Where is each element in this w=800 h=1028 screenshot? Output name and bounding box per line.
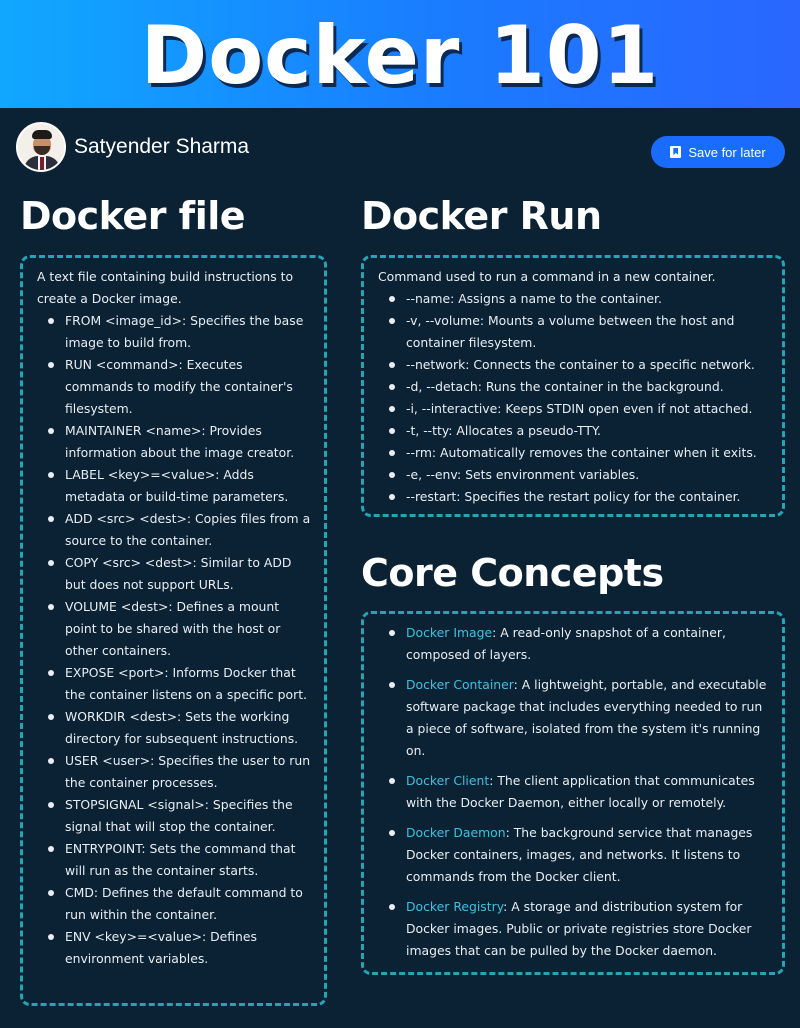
concept-term: Docker Container (406, 677, 514, 692)
list-item: EXPOSE <port>: Informs Docker that the container listens on a specific port. (37, 662, 314, 706)
core-concepts-box (361, 611, 785, 975)
list-item: USER <user>: Specifies the user to run the container processes. (37, 750, 314, 794)
author-info (16, 122, 249, 172)
list-item: --rm: Automatically removes the container when it exits. (378, 442, 772, 464)
list-item: --network: Connects the container to a specific network. (378, 354, 772, 376)
list-item: WORKDIR <dest>: Sets the working directory for subsequent instructions. (37, 706, 314, 750)
list-item (378, 674, 772, 762)
list-item: -i, --interactive: Keeps STDIN open even if not attached. (378, 398, 772, 420)
docker-run-box (361, 255, 785, 517)
header-banner (0, 0, 800, 108)
avatar (16, 122, 66, 172)
list-item: --restart: Specifies the restart policy for the container. (378, 486, 772, 508)
list-item: -v, --volume: Mounts a volume between the host and container filesystem. (378, 310, 772, 354)
core-concepts-heading: Core Concepts (361, 551, 664, 595)
docker-file-intro: A text file containing build instructions to create a Docker image. (37, 269, 294, 306)
concept-term: Docker Daemon (406, 825, 506, 840)
list-item (378, 622, 772, 666)
concept-definition: : A storage and distribution system for Docker images. Public or private registries store Docker images that can be pulled by the Docker daemon. (406, 899, 752, 958)
concept-term: Docker Image (406, 625, 493, 640)
list-item: FROM <image_id>: Specifies the base image to build from. (37, 310, 314, 354)
docker-file-box (20, 255, 327, 1006)
list-item: ADD <src> <dest>: Copies files from a source to the container. (37, 508, 314, 552)
list-item: -t, --tty: Allocates a pseudo-TTY. (378, 420, 772, 442)
list-item (378, 822, 772, 888)
list-item: -d, --detach: Runs the container in the background. (378, 376, 772, 398)
list-item: MAINTAINER <name>: Provides information about the image creator. (37, 420, 314, 464)
concept-definition: : The background service that manages Docker containers, images, and networks. It listens to commands from the Docker client. (406, 825, 753, 884)
list-item: VOLUME <dest>: Defines a mount point to be shared with the host or other containers. (37, 596, 314, 662)
core-concepts-list (378, 622, 772, 962)
list-item (378, 770, 772, 814)
concept-term: Docker Client (406, 773, 490, 788)
concept-definition: : A lightweight, portable, and executable software package that includes everything needed to run a piece of software, isolated from the system it's running on. (406, 677, 767, 758)
save-for-later-button[interactable] (651, 136, 785, 168)
list-item: RUN <command>: Executes commands to modify the container's filesystem. (37, 354, 314, 420)
docker-run-heading: Docker Run (361, 194, 602, 238)
concept-definition: : A read-only snapshot of a container, composed of layers. (406, 625, 726, 662)
list-item: --name: Assigns a name to the container. (378, 288, 772, 310)
page-title: Docker 101 (140, 9, 660, 102)
concept-definition: : The client application that communicates with the Docker Daemon, either locally or remotely. (406, 773, 755, 810)
docker-run-intro: Command used to run a command in a new container. (378, 269, 716, 284)
concept-term: Docker Registry (406, 899, 504, 914)
list-item: ENTRYPOINT: Sets the command that will run as the container starts. (37, 838, 314, 882)
docker-file-list (37, 310, 314, 970)
list-item: ENV <key>=<value>: Defines environment variables. (37, 926, 314, 970)
bookmark-icon (670, 146, 681, 158)
list-item: CMD: Defines the default command to run within the container. (37, 882, 314, 926)
list-item (378, 896, 772, 962)
list-item: COPY <src> <dest>: Similar to ADD but does not support URLs. (37, 552, 314, 596)
save-button-label: Save for later (688, 144, 766, 160)
docker-file-heading: Docker file (20, 194, 246, 238)
list-item: STOPSIGNAL <signal>: Specifies the signal that will stop the container. (37, 794, 314, 838)
list-item: LABEL <key>=<value>: Adds metadata or build-time parameters. (37, 464, 314, 508)
author-name: Satyender Sharma (74, 135, 250, 158)
docker-run-list (378, 288, 772, 508)
list-item: -e, --env: Sets environment variables. (378, 464, 772, 486)
